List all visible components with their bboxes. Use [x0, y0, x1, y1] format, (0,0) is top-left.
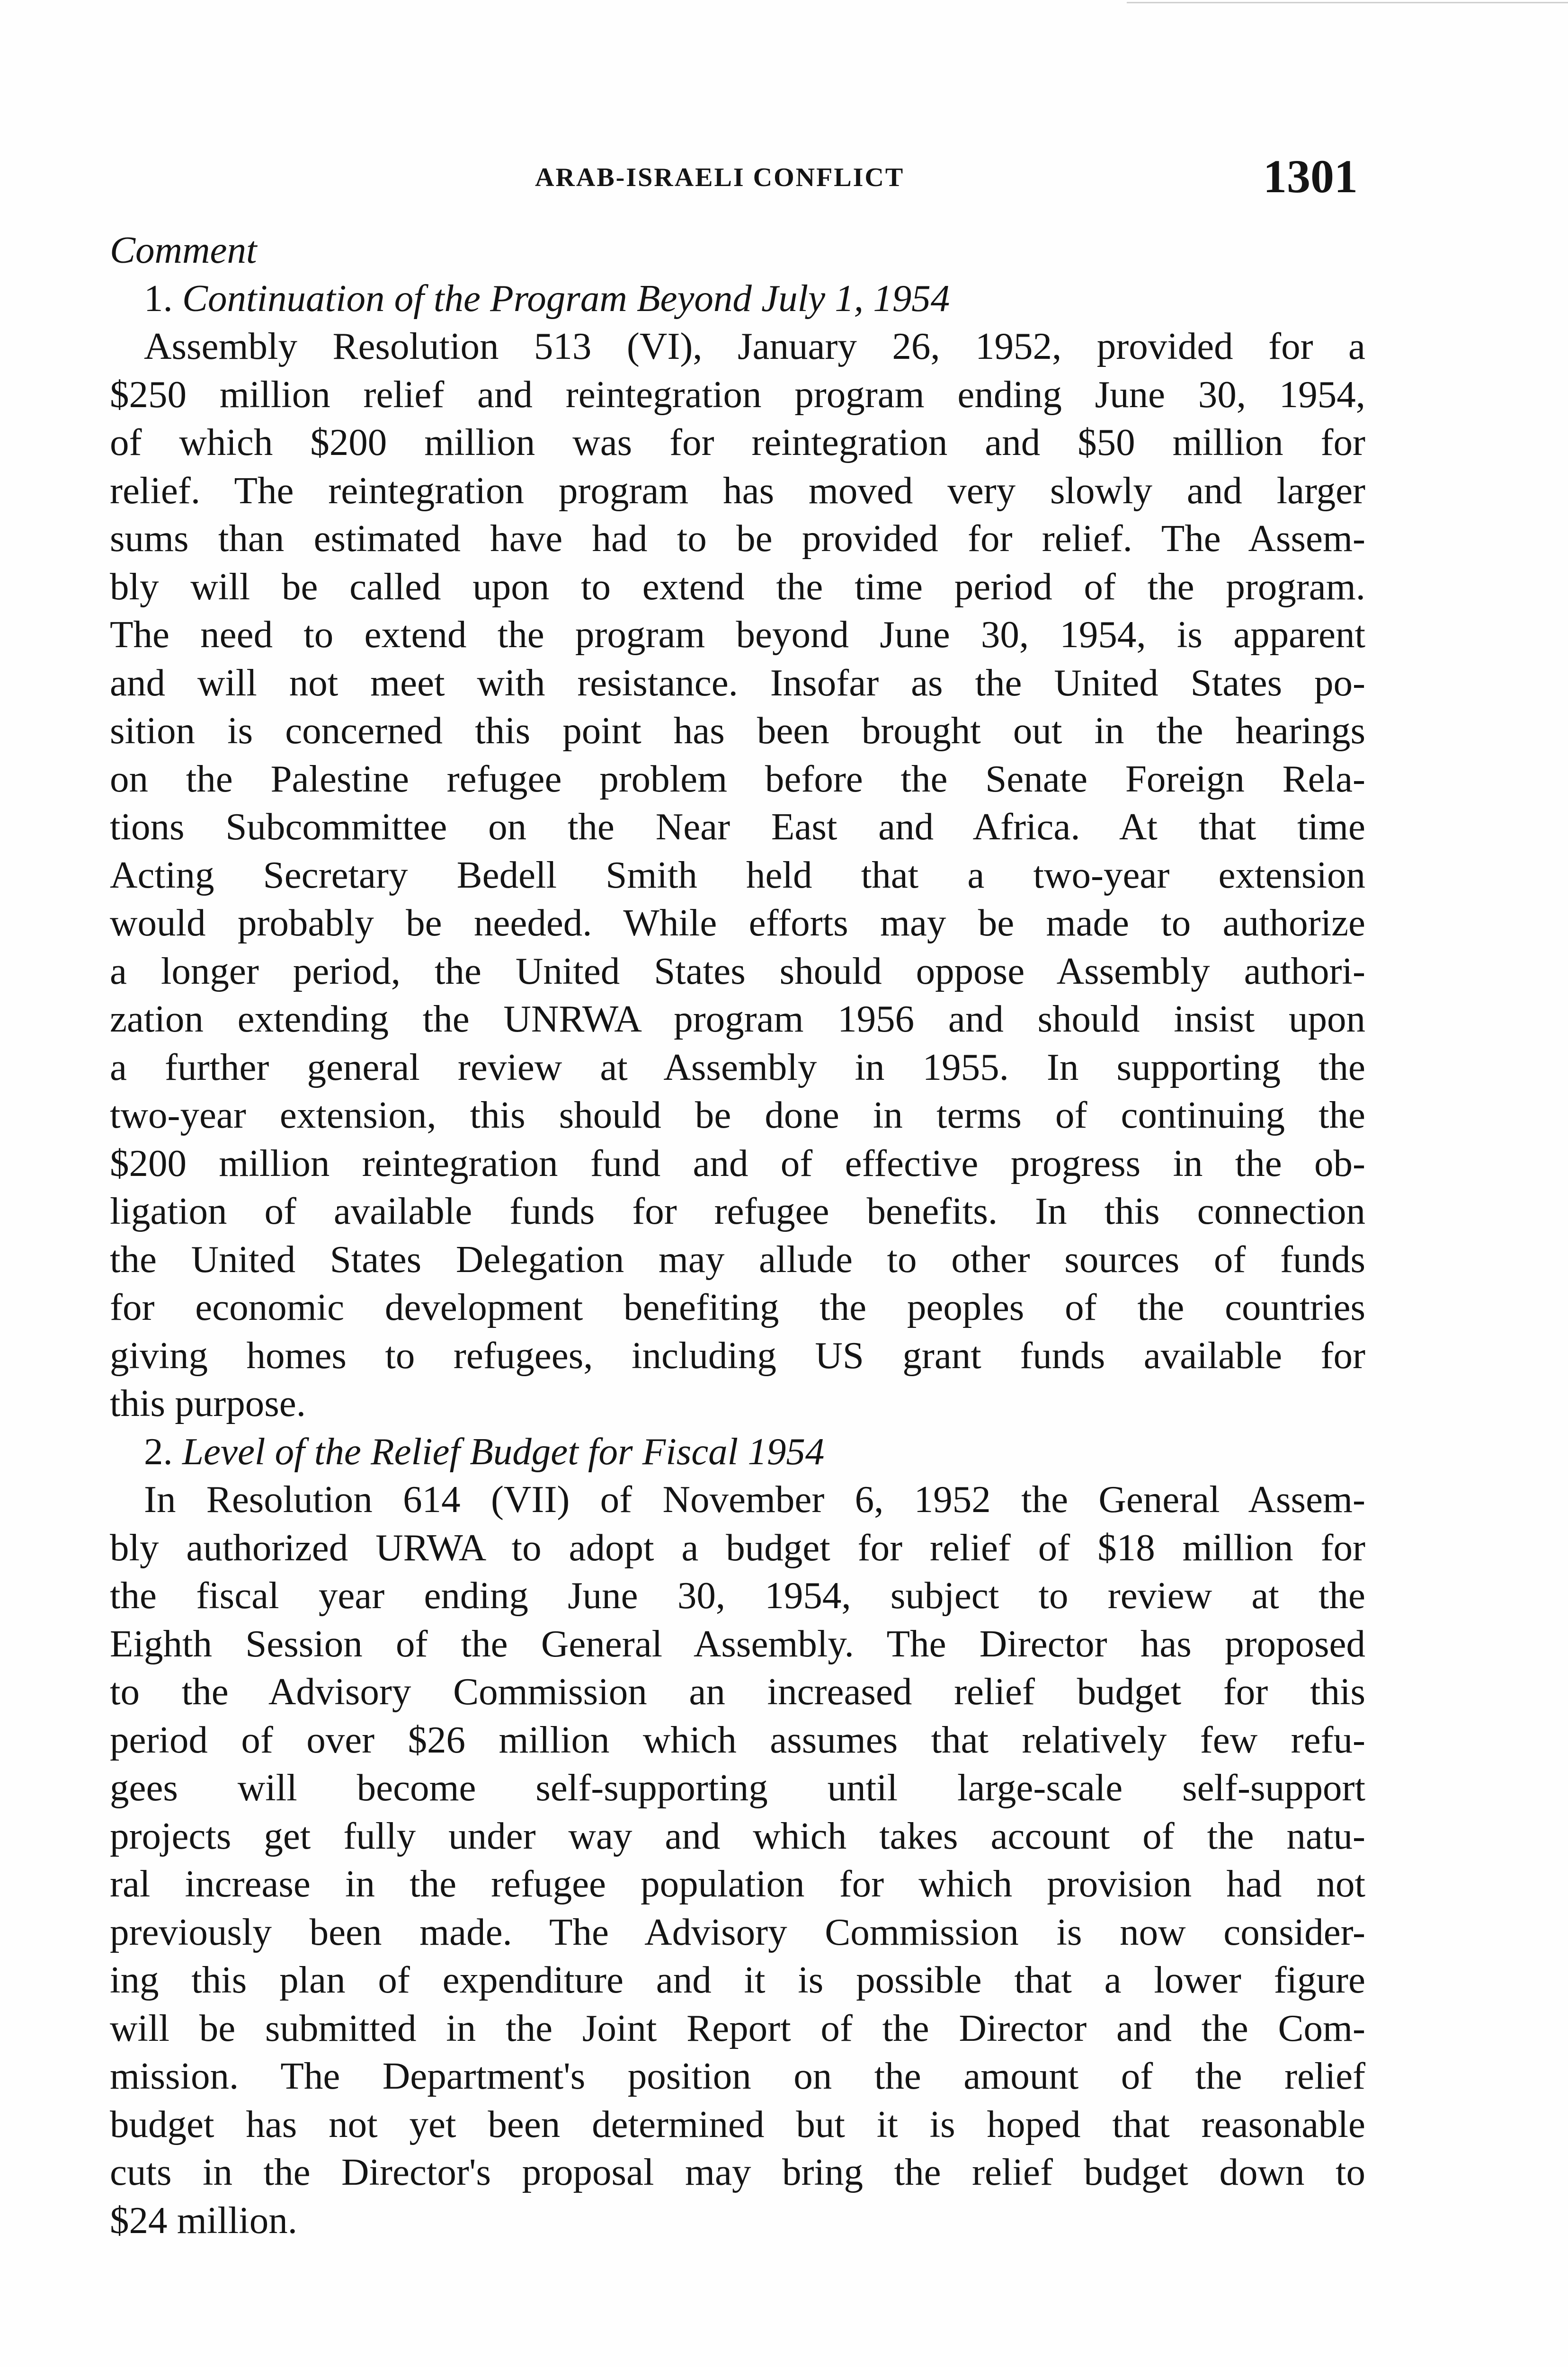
text-line: previously been made. The Advisory Commission is now consider- [110, 1910, 1365, 1953]
text-line: projects get fully under way and which takes account of the natu- [110, 1814, 1365, 1857]
top-edge-rule [1127, 2, 1568, 3]
text-line: The need to extend the program beyond June 30, 1954, is apparent [110, 613, 1365, 656]
text-line: tions Subcommittee on the Near East and Africa. At that time [110, 805, 1365, 848]
text-line: ral increase in the refugee population for which provision had not [110, 1862, 1365, 1905]
text-line: would probably be needed. While efforts may be made to authorize [110, 901, 1365, 944]
text-line: $250 million relief and reintegration program ending June 30, 1954, [110, 373, 1365, 416]
text-line: In Resolution 614 (VII) of November 6, 1952 the General Assem- [144, 1478, 1365, 1521]
text-line: of which $200 million was for reintegration and $50 million for [110, 421, 1365, 463]
text-line: cuts in the Director's proposal may bring the relief budget down to [110, 2151, 1365, 2193]
text-line: a further general review at Assembly in 1955. In supporting the [110, 1045, 1365, 1088]
text-line: a longer period, the United States should oppose Assembly authori- [110, 949, 1365, 992]
section-heading-2 [110, 1428, 1365, 1476]
section-number: 2. [144, 1430, 173, 1473]
section-heading-1 [110, 275, 1365, 323]
section-title: Continuation of the Program Beyond July 1, 1954 [182, 276, 950, 320]
text-line: giving homes to refugees, including US grant funds available for [110, 1334, 1365, 1377]
text-line: the United States Delegation may allude to other sources of funds [110, 1237, 1365, 1281]
section-number: 1. [144, 276, 173, 320]
text-line: this purpose. [110, 1382, 306, 1424]
body-text [110, 226, 1365, 2244]
text-line: gees will become self-supporting until large-scale self-support [110, 1766, 1365, 1809]
section-title: Level of the Relief Budget for Fiscal 1954 [182, 1430, 825, 1473]
text-line: mission. The Department's position on the amount of the relief [110, 2055, 1365, 2097]
text-line: budget has not yet been determined but it is hoped that reasonable [110, 2102, 1365, 2145]
running-title: ARAB-ISRAELI CONFLICT [535, 163, 905, 192]
text-line: bly authorized URWA to adopt a budget for relief of $18 million for [110, 1526, 1365, 1569]
text-line: the fiscal year ending June 30, 1954, subject to review at the [110, 1574, 1365, 1617]
text-line: for economic development benefiting the peoples of the countries [110, 1286, 1365, 1328]
text-line: sums than estimated have had to be provided for relief. The Assem- [110, 517, 1365, 560]
text-line: bly will be called upon to extend the time period of the program. [110, 565, 1365, 608]
comment-heading: Comment [110, 229, 257, 271]
text-line: to the Advisory Commission an increased relief budget for this [110, 1670, 1365, 1713]
text-line: Assembly Resolution 513 (VI), January 26, 1952, provided for a [144, 325, 1365, 367]
text-line: zation extending the UNRWA program 1956 and should insist upon [110, 997, 1365, 1040]
text-line: on the Palestine refugee problem before the Senate Foreign Rela- [110, 757, 1365, 800]
text-line: sition is concerned this point has been brought out in the hearings [110, 709, 1365, 752]
text-line: period of over $26 million which assumes that relatively few refu- [110, 1718, 1365, 1761]
page-number: 1301 [1263, 150, 1358, 203]
text-line: ing this plan of expenditure and it is possible that a lower figure [110, 1958, 1365, 2001]
running-head [0, 149, 1568, 201]
text-line: Acting Secretary Bedell Smith held that a two-year extension [110, 853, 1365, 896]
text-line: will be submitted in the Joint Report of the Director and the Com- [110, 2006, 1365, 2049]
text-line: ligation of available funds for refugee benefits. In this connection [110, 1190, 1365, 1232]
text-line: Eighth Session of the General Assembly. The Director has proposed [110, 1622, 1365, 1665]
text-line: $200 million reintegration fund and of effective progress in the ob- [110, 1141, 1365, 1184]
text-line: and will not meet with resistance. Insofar as the United States po- [110, 661, 1365, 704]
text-line: two-year extension, this should be done in terms of continuing the [110, 1094, 1365, 1136]
text-line: $24 million. [110, 2198, 298, 2242]
text-line: relief. The reintegration program has moved very slowly and larger [110, 469, 1365, 512]
